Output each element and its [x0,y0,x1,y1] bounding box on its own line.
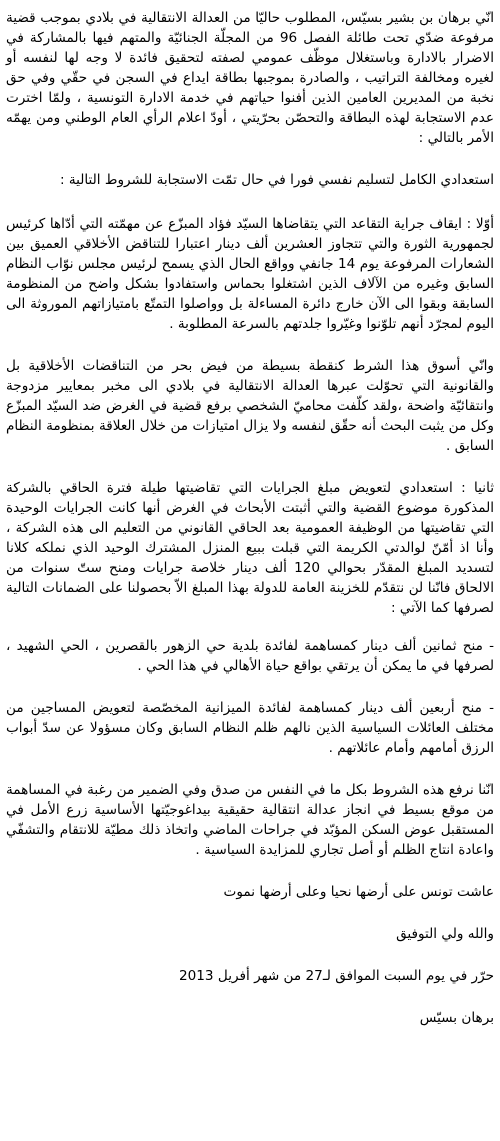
first-condition: أوّلا : ايقاف جراية التقاعد التي يتقاضاها السيّد فؤاد المبزّع عن مهمّته التي أدّاها كرئيس لجمهورية الثورة والتي تتجاوز العشرين ألف دينار اعتبارا للتناقض الأخلاقي العميق بين الشعارات المرفوعة يوم 14 جانفي وواقع الحال الذي يسمح لرئيس مجلس نوّاب النظام السابق وغيره من الآلاف الذين اشتغلوا بحماس واستفادوا بشكل واضح من المنظومة السابقة وبقوا الى الآن خارج دائرة المساءلة بل وواصلوا التمتّع بامتيازاتهم الموروثة الى اليوم لمجرّد أنهم تلوّنوا وغيّروا جلدتهم بالسرعة المطلوبة . [6,216,494,332]
farewell-line: والله ولي التوفيق [396,926,494,942]
slogan-line: عاشت تونس على أرضها نحيا وعلى أرضها نموت [223,884,494,900]
signature: برهان بسيّس [419,1010,494,1026]
readiness-statement: استعدادي الكامل لتسليم نفسي فورا في حال تمّت الاستجابة للشروط التالية : [59,172,494,188]
guarantee-item-1: - منح ثمانين ألف دينار كمساهمة لفائدة بلدية حي الزهور بالقصرين ، الحي الشهيد ، لصرفها في ما يمكن أن يرتقي بواقع حياة الأهالي في هذا الحي . [6,638,494,674]
date-line: حرّر في يوم السبت الموافق لـ27 من شهر أفريل 2013 [178,968,494,984]
first-condition-note: وانّي أسوق هذا الشرط كنقطة بسيطة من فيض بحر من التناقضات الأخلاقية بل والقانونية التي تحوّلت عبرها العدالة الانتقالية في بلادي الى مخبر بمعايير مزدوجة وانتقائيّة واضحة ،ولقد كلّفت محاميّ الشخصي برفع قضية في الغرض ضد السيّد المبزّع وكل من يثبت البحث أنه حقّق لنفسه ولا يزال امتيازات من خلال العلاقة بمنظومة النظام السابق . [6,358,494,454]
conclusion-paragraph: انّنا نرفع هذه الشروط بكل ما في النفس من صدق وفي الضمير من رغبة في المساهمة من موقع بسيط في انجاز عدالة انتقالية حقيقية بيداغوجيّتها الأساسية زرع الأمل في المستقبل عوض السكن المؤبّد في جراحات الماضي واتخاذ ذلك مطيّة للانتقام والتشفّي واعادة انتاج الظلم أو أصل تجاري للمزايدة السياسية . [6,782,494,858]
second-condition: ثانيا : استعدادي لتعويض مبلغ الجرايات التي تقاضيتها طيلة فترة الحاقي بالشركة المذكورة موضوع القضية والتي أثبتت الأبحاث في الغرض أنها كانت الجرايات الوحيدة التي تقاضيتها من الوظيفة العمومية بعد الحاقي القانوني من التعليم الى هذه الشركة ، وأنا اذ أمّنّ لوالدتي الكريمة التي قبلت ببيع المنزل المشترك الوحيد الذي نملكه كلانا لتسديد المبلغ المقدّر بحوالي 120 ألف دينار خلاصة جرايات ومنح ستّ سنوات من الالحاق فانّنا لن نتقدّم للخزينة العامة للدولة بهذا المبلغ الاّ بحصولنا على الضمانات التالية لصرفها كما الآتي : [6,480,494,616]
guarantee-item-2: - منح أربعين ألف دينار كمساهمة لفائدة الميزانية المخصّصة لتعويض المساجين من مختلف العائلات السياسية الذين نالهم ظلم النظام السابق وكان مسؤولا عن سدّ أبواب الرزق أمامهم وأمام عائلاتهم . [6,700,494,756]
intro-paragraph: انّي برهان بن بشير بسيّس، المطلوب حاليّا من العدالة الانتقالية في بلادي بموجب قضية مرفوعة ضدّي تحت طائلة الفصل 96 من المجلّة الجنائيّة والمتهم فيها بالمشاركة في الاضرار بالادارة وباستغلال موظّف عمومي لصفته لتحقيق فائدة لا وجه لها لنفسه أو لغيره ومخالفة التراتيب ، والصادرة بموجبها بطاقة ايداع في السجن في حقّي وفي حق نخبة من المديرين العامين الذين أفنوا حياتهم في خدمة الادارة التونسية ، ولمّا اخترت عدم الاستجابة لهذه البطاقة والتحصّن بحرّيتي ، أودّ اعلام الرأي العام الوطني ومن يهمّه الأمر بالتالي : [6,10,494,146]
